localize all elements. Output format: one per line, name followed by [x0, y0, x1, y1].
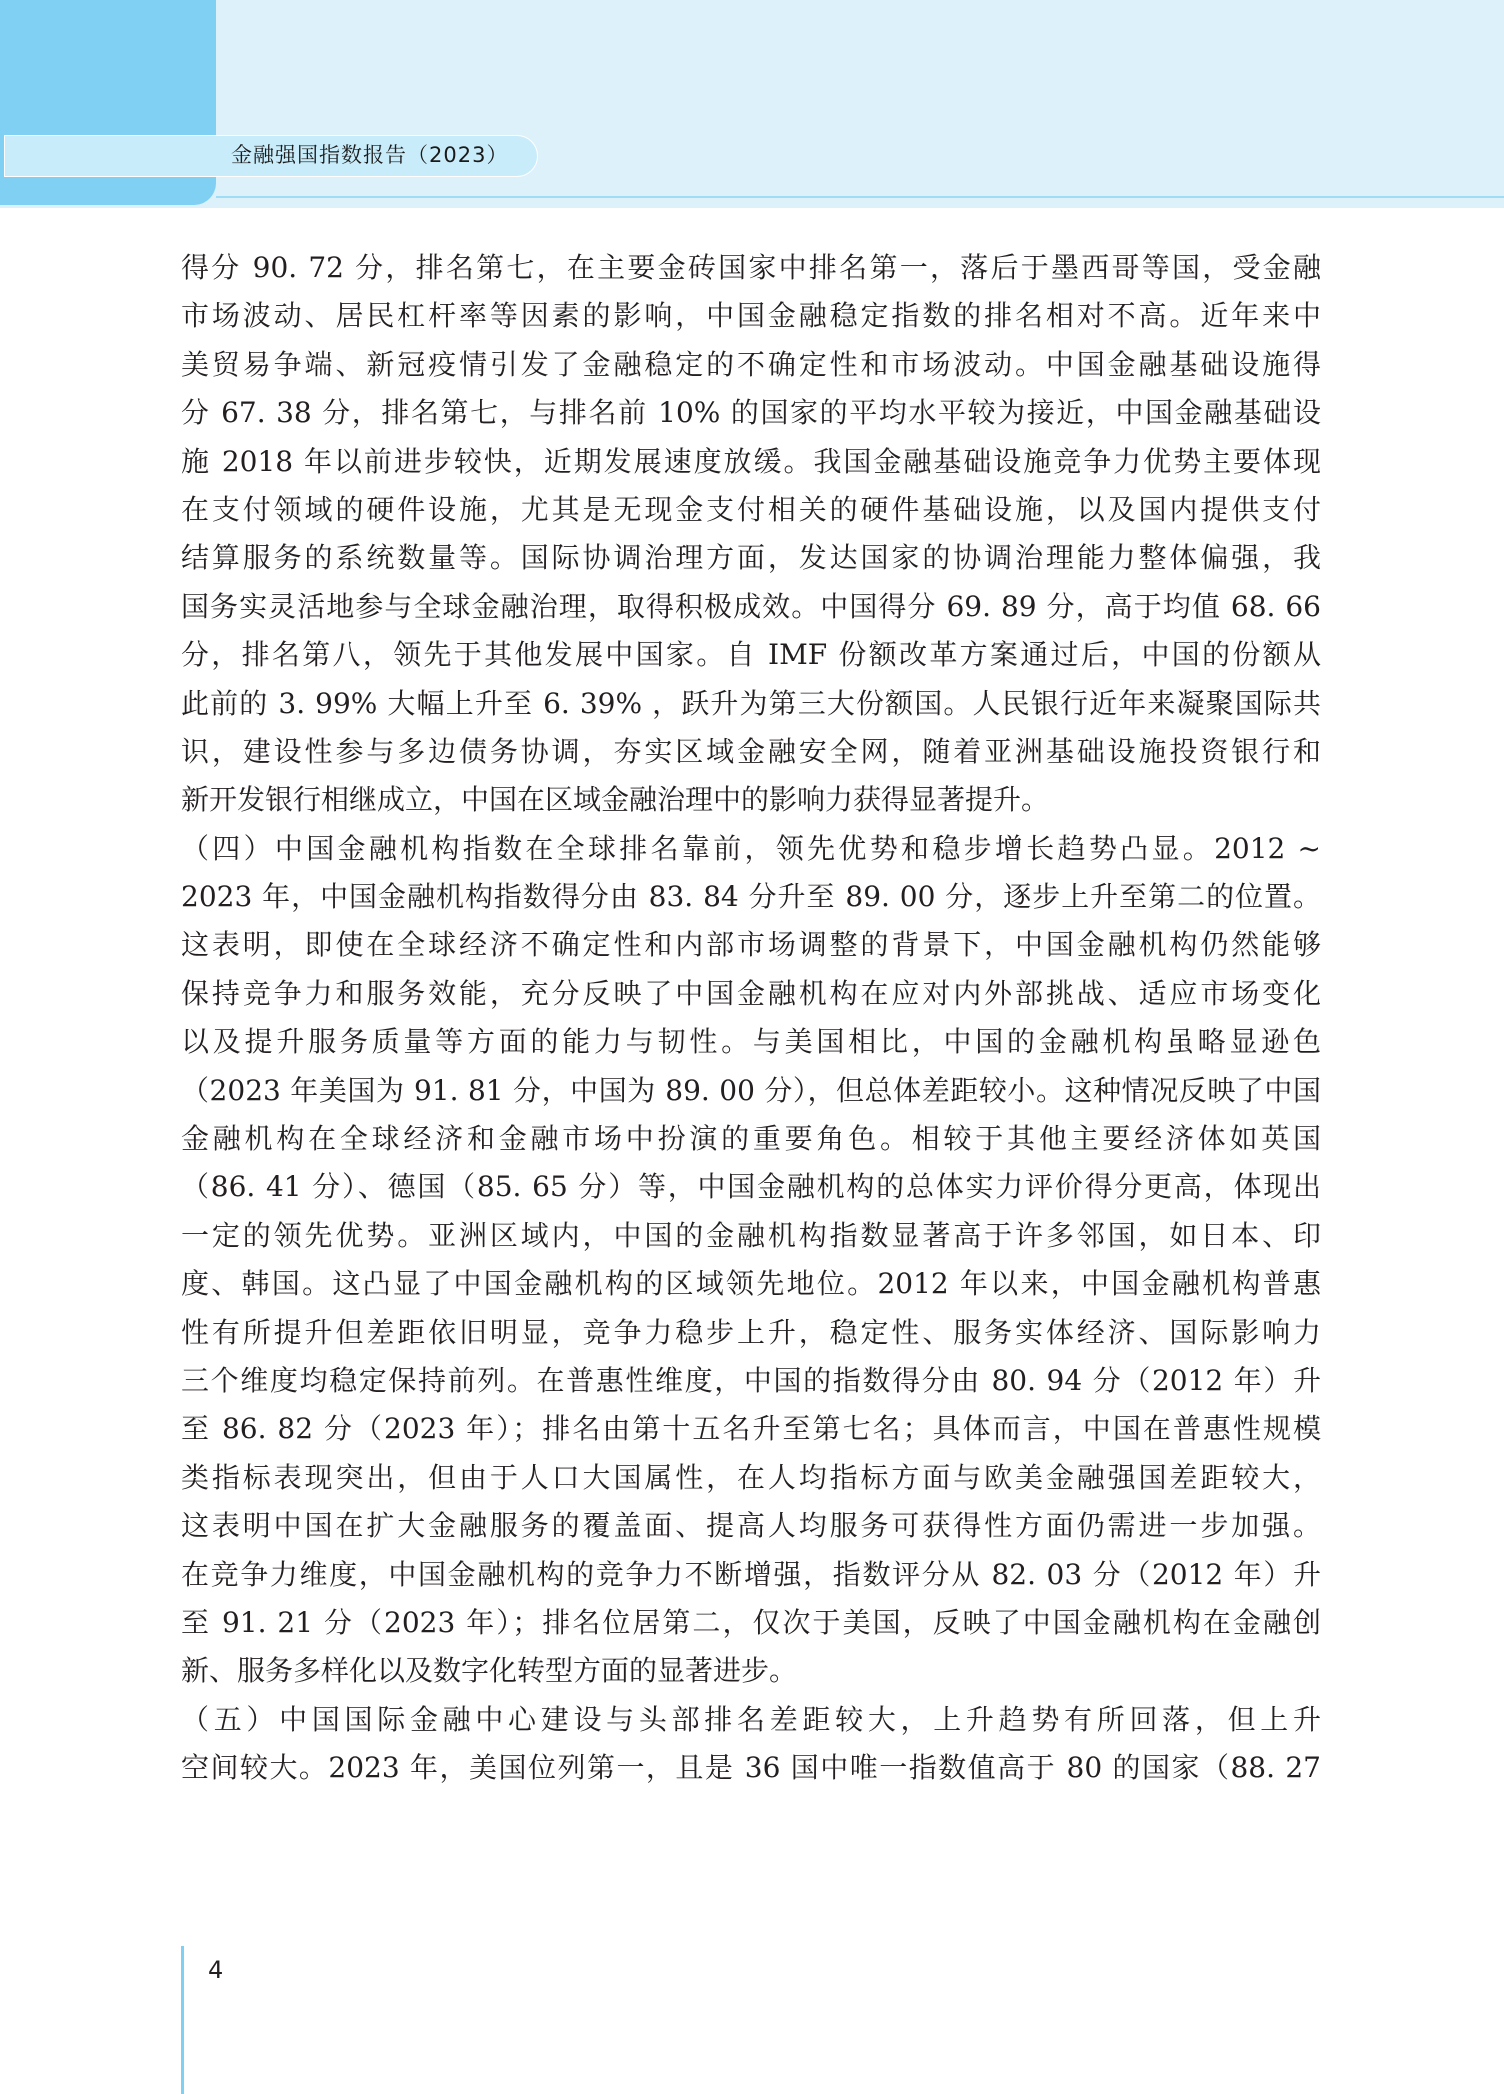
text-line: （2023 年美国为 91. 81 分，中国为 89. 00 分），但总体差距较小。这种情况反映了中国	[181, 1073, 1321, 1107]
section-four-heading-line: （四）中国金融机构指数在全球排名靠前，领先优势和稳步增长趋势凸显。2012 ~	[181, 831, 1321, 865]
text-line: 这表明，即使在全球经济不确定性和内部市场调整的背景下，中国金融机构仍然能够	[181, 928, 1321, 962]
text-line: 这表明中国在扩大金融服务的覆盖面、提高人均服务可获得性方面仍需进一步加强。	[181, 1509, 1321, 1543]
text-line: 至 91. 21 分（2023 年）；排名位居第二，仅次于美国，反映了中国金融机构在金融创	[181, 1605, 1321, 1639]
text-line: 在竞争力维度，中国金融机构的竞争力不断增强，指数评分从 82. 03 分（2012 年）升	[181, 1557, 1321, 1591]
text-line: 新、服务多样化以及数字化转型方面的显著进步。	[181, 1654, 798, 1688]
footer-rule	[181, 1946, 184, 2094]
text-line: 以及提升服务质量等方面的能力与韧性。与美国相比，中国的金融机构虽略显逊色	[181, 1025, 1321, 1059]
text-line: 国务实灵活地参与全球金融治理，取得积极成效。中国得分 69. 89 分，高于均值 68. 66	[181, 589, 1321, 623]
text-line: 2023 年，中国金融机构指数得分由 83. 84 分升至 89. 00 分，逐步上升至第二的位置。	[181, 880, 1321, 914]
text-line: 此前的 3. 99% 大幅上升至 6. 39% ，跃升为第三大份额国。人民银行近年来凝聚国际共	[181, 686, 1321, 720]
text-line: 金融机构在全球经济和金融市场中扮演的重要角色。相较于其他主要经济体如英国	[181, 1122, 1321, 1156]
text-line: 类指标表现突出，但由于人口大国属性，在人均指标方面与欧美金融强国差距较大，	[181, 1460, 1321, 1494]
text-line: 美贸易争端、新冠疫情引发了金融稳定的不确定性和市场波动。中国金融基础设施得	[181, 347, 1321, 381]
text-line: 识，建设性参与多边债务协调，夯实区域金融安全网，随着亚洲基础设施投资银行和	[181, 734, 1321, 768]
text-line: 空间较大。2023 年，美国位列第一，且是 36 国中唯一指数值高于 80 的国家（88. 27	[181, 1751, 1321, 1785]
text-line: 三个维度均稳定保持前列。在普惠性维度，中国的指数得分由 80. 94 分（2012 年）升	[181, 1363, 1321, 1397]
text-line: 在支付领域的硬件设施，尤其是无现金支付相关的硬件基础设施，以及国内提供支付	[181, 492, 1321, 526]
text-line: 分，排名第八，领先于其他发展中国家。自 IMF 份额改革方案通过后，中国的份额从	[181, 638, 1321, 672]
text-line: 结算服务的系统数量等。国际协调治理方面，发达国家的协调治理能力整体偏强，我	[181, 541, 1321, 575]
running-header-title: 金融强国指数报告（2023）	[231, 143, 509, 167]
text-line: 一定的领先优势。亚洲区域内，中国的金融机构指数显著高于许多邻国，如日本、印	[181, 1218, 1321, 1252]
section-five-heading-line: （五）中国国际金融中心建设与头部排名差距较大，上升趋势有所回落，但上升	[181, 1702, 1321, 1736]
text-line: 新开发银行相继成立，中国在区域金融治理中的影响力获得显著提升。	[181, 783, 1050, 817]
text-line: 施 2018 年以前进步较快，近期发展速度放缓。我国金融基础设施竞争力优势主要体现	[181, 444, 1321, 478]
text-line: 度、韩国。这凸显了中国金融机构的区域领先地位。2012 年以来，中国金融机构普惠	[181, 1267, 1321, 1301]
text-line: 至 86. 82 分（2023 年）；排名由第十五名升至第七名；具体而言，中国在普惠性规模	[181, 1412, 1321, 1446]
text-line: 性有所提升但差距依旧明显，竞争力稳步上升，稳定性、服务实体经济、国际影响力	[181, 1315, 1321, 1349]
text-line: （86. 41 分）、德国（85. 65 分）等，中国金融机构的总体实力评价得分更高，体现出	[181, 1170, 1321, 1204]
text-line: 得分 90. 72 分，排名第七，在主要金砖国家中排名第一，落后于墨西哥等国，受金融	[181, 251, 1321, 284]
text-line: 保持竞争力和服务效能，充分反映了中国金融机构在应对内外部挑战、适应市场变化	[181, 976, 1321, 1010]
header-rule	[216, 196, 1504, 198]
page-number: 4	[208, 1956, 224, 1984]
text-line: 分 67. 38 分，排名第七，与排名前 10% 的国家的平均水平较为接近，中国金融基础设	[181, 396, 1321, 430]
text-line: 市场波动、居民杠杆率等因素的影响，中国金融稳定指数的排名相对不高。近年来中	[181, 299, 1321, 333]
body-text	[181, 244, 1321, 1793]
